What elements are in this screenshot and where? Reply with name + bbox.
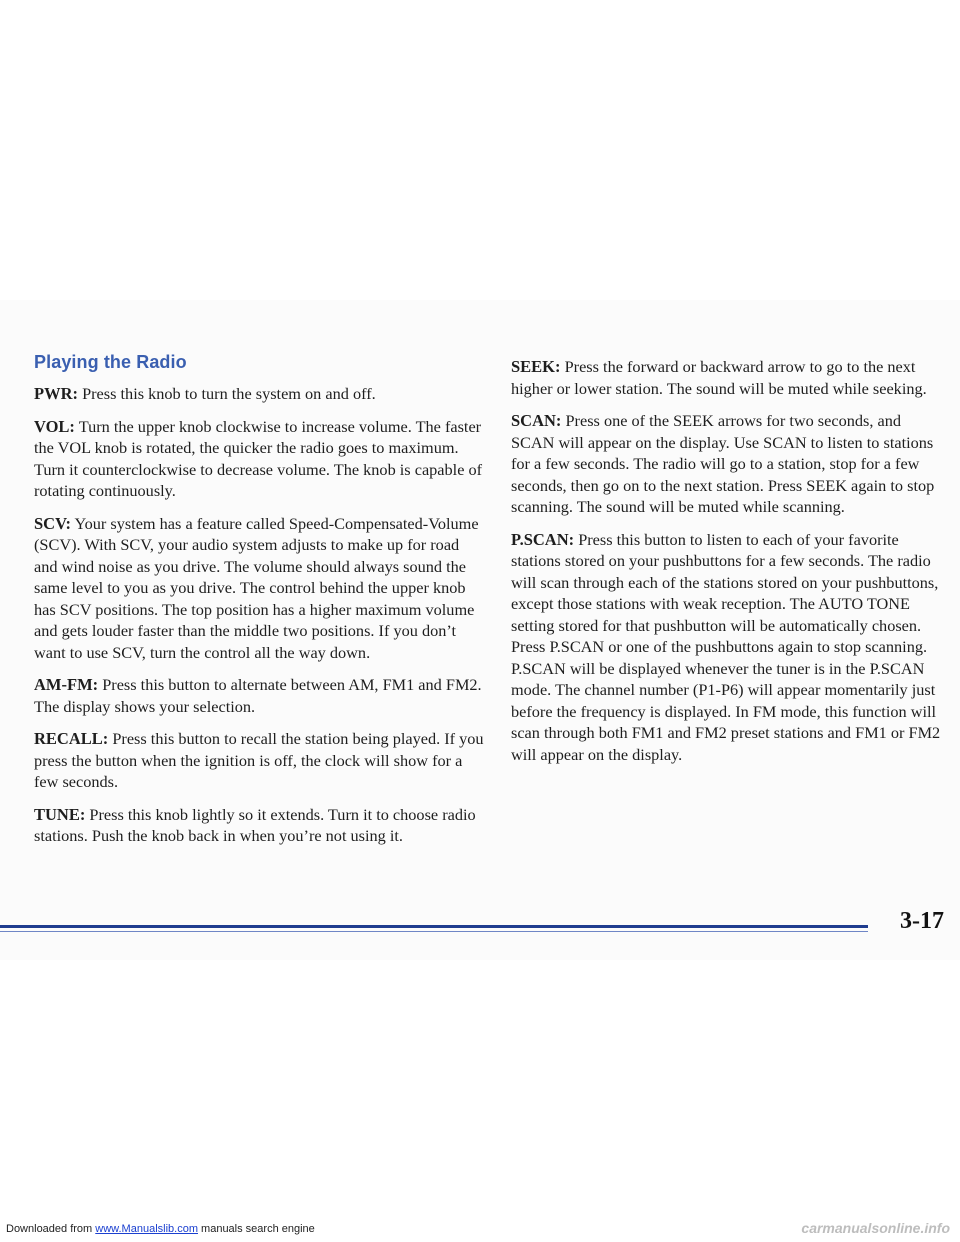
section-title: Playing the Radio <box>34 352 187 372</box>
term-label: SEEK: <box>511 357 561 376</box>
footer-rule-thin <box>0 931 868 932</box>
entry-text: Press this button to alternate between AM, FM1 and FM2. The display shows your selection. <box>34 675 482 716</box>
entry-recall <box>34 728 486 793</box>
term-label: VOL: <box>34 416 75 436</box>
entry-am-fm <box>34 674 486 717</box>
entry-scv <box>34 513 486 664</box>
page-number: 3-17 <box>900 908 944 934</box>
entry-vol <box>34 416 486 502</box>
entry-text: Press one of the SEEK arrows for two seconds, and SCAN will appear on the display. Use SCAN to listen to stations for a few seconds. The radio will go to a station, stop for a few seconds, then go on to the next station. Press SEEK again to stop scanning. The sound will be muted while scanning. <box>511 411 935 516</box>
source-prefix: Downloaded from <box>6 1223 96 1235</box>
entry-text: Press this knob to turn the system on and off. <box>82 384 376 403</box>
footer-rule <box>0 925 868 928</box>
term-label: PWR: <box>34 384 78 403</box>
entry-tune <box>34 804 486 847</box>
left-column <box>34 352 486 858</box>
entry-text: Press this knob lightly so it extends. Turn it to choose radio stations. Push the knob back in when you’re not using it. <box>34 804 476 845</box>
manualslib-link[interactable]: www.Manualslib.com <box>95 1223 198 1235</box>
entry-text: Press this button to recall the station being played. If you press the button when the ignition is off, the clock will show for a few seconds. <box>34 729 484 791</box>
download-source <box>6 1223 315 1235</box>
entry-seek <box>511 356 943 399</box>
entry-scan <box>511 410 943 518</box>
entry-text: Your system has a feature called Speed-Compensated-Volume (SCV). With SCV, your audio system adjusts to make up for road and wind noise as you drive. The volume should always sound the same level to you as you drive. The control behind the upper knob has SCV positions. The top position has a higher maximum volume and gets louder faster than the middle two positions. If you don’t want to use SCV, turn the control all the way down. <box>34 513 479 662</box>
watermark: carmanualsonline.info <box>801 1220 950 1236</box>
term-label: P.SCAN: <box>511 529 575 549</box>
entry-text: Turn the upper knob clockwise to increase volume. The faster the VOL knob is rotated, the quicker the radio goes to maximum. Turn it counterclockwise to decrease volume. The knob is capable of rotating continuously. <box>34 416 483 500</box>
entry-text: Press the forward or backward arrow to go to the next higher or lower station. The sound will be muted while seeking. <box>511 357 927 398</box>
source-suffix: manuals search engine <box>197 1223 315 1235</box>
term-label: SCV: <box>34 513 71 533</box>
term-label: TUNE: <box>34 804 86 824</box>
term-label: SCAN: <box>511 411 562 430</box>
entry-pscan <box>511 529 943 766</box>
term-label: RECALL: <box>34 729 109 748</box>
entry-pwr <box>34 383 486 405</box>
entry-text: Press this button to listen to each of your favorite stations stored on your pushbuttons for a few seconds. The radio will scan through each of the stations stored on your pushbuttons, except those stations with weak reception. The AUTO TONE setting stored for that pushbutton will be automatically chosen. Press P.SCAN or one of the pushbuttons again to stop scanning. P.SCAN will be displayed whenever the tuner is in the P.SCAN mode. The channel number (P1-P6) will appear momentarily just before the frequency is displayed. In FM mode, this function will scan through both FM1 and FM2 preset stations and FM1 or FM2 will appear on the display. <box>511 529 941 764</box>
term-label: AM-FM: <box>34 675 99 694</box>
right-column <box>511 356 943 776</box>
